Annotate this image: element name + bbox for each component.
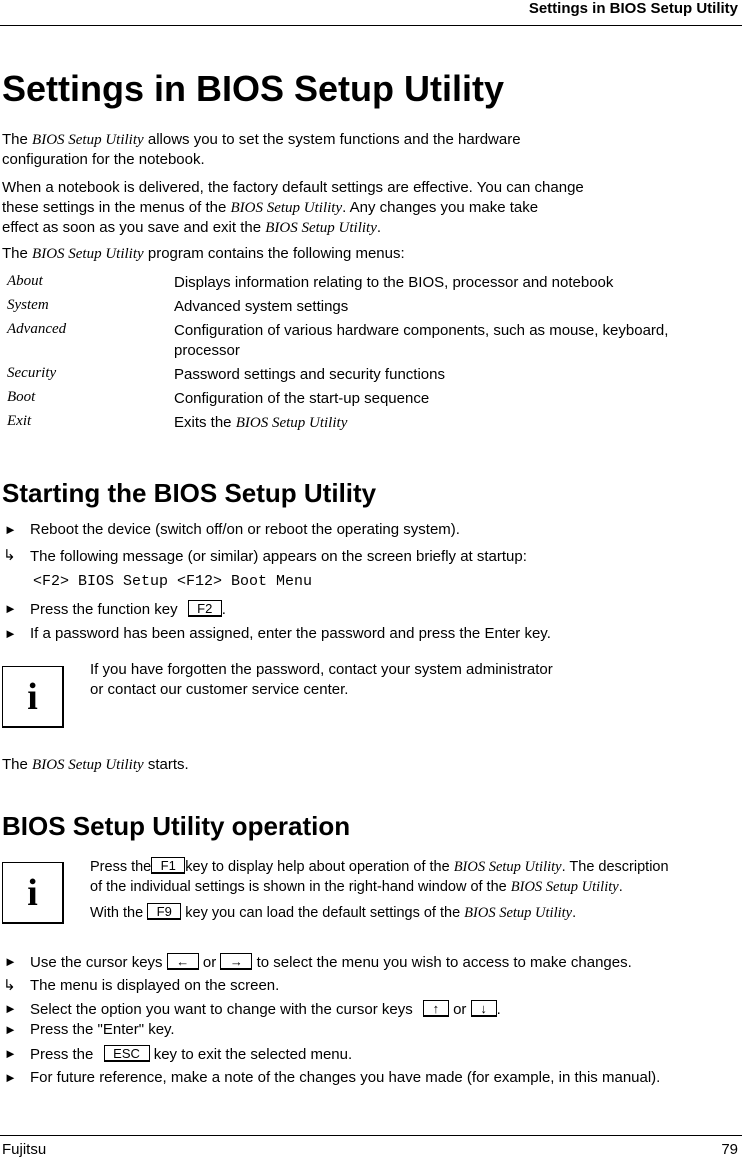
step-make-note: For future reference, make a note of the changes you have made (for example, in this manual).	[30, 1069, 661, 1086]
text: The	[2, 131, 28, 148]
text: Select the option you want to change with the cursor keys	[30, 1001, 413, 1018]
step-bullet: ►	[4, 1046, 17, 1061]
footer-brand: Fujitsu	[2, 1141, 47, 1158]
info-icon: i	[2, 666, 64, 728]
menus-intro	[2, 244, 405, 264]
program-name: BIOS Setup Utility	[453, 859, 562, 875]
page-title: Settings in BIOS Setup Utility	[2, 68, 505, 109]
menu-name-boot: Boot	[7, 389, 36, 405]
text: of the individual settings is shown in the right-hand window of the	[90, 879, 507, 895]
step-bullet: ►	[4, 601, 17, 616]
text: or contact our customer service center.	[90, 681, 349, 698]
down-arrow-key: ↓	[471, 1000, 497, 1017]
f9-key: F9	[147, 903, 181, 920]
step-bullet: ►	[4, 1001, 17, 1016]
text: Press the	[30, 1046, 94, 1063]
text: .	[572, 905, 577, 921]
text: or	[453, 1001, 467, 1018]
program-name: BIOS Setup Utility	[230, 200, 343, 216]
result-arrow: ↳	[3, 977, 16, 994]
step-bullet: ►	[4, 1070, 17, 1085]
right-arrow-key: →	[220, 953, 252, 970]
running-header: Settings in BIOS Setup Utility	[528, 0, 738, 17]
text: key to exit the selected menu.	[153, 1046, 353, 1063]
text: .	[376, 219, 382, 236]
step-bullet: ►	[4, 1022, 17, 1037]
footer-rule	[0, 1135, 742, 1136]
step-press-esc	[30, 1045, 352, 1063]
header-rule	[0, 25, 742, 26]
menu-name-exit: Exit	[7, 413, 32, 429]
text: .	[496, 1001, 501, 1018]
text: .	[618, 879, 623, 895]
menu-desc-exit	[174, 413, 734, 433]
text: Press the	[90, 859, 152, 875]
menu-name-advanced: Advanced	[7, 321, 67, 337]
step-press-enter: Press the "Enter" key.	[30, 1021, 175, 1038]
text: Exits the	[174, 414, 232, 431]
text: The	[2, 245, 28, 262]
section-title-starting: Starting the BIOS Setup Utility	[2, 478, 377, 508]
text: or	[202, 954, 217, 971]
program-name: BIOS Setup Utility	[32, 246, 144, 262]
help-note	[90, 857, 740, 923]
program-name: BIOS Setup Utility	[32, 757, 144, 773]
result-menu-displayed: The menu is displayed on the screen.	[30, 977, 280, 994]
up-arrow-key: ↑	[423, 1000, 449, 1017]
program-name: BIOS Setup Utility	[464, 905, 573, 921]
step-select-option	[30, 1000, 501, 1018]
text: program contains the following menus:	[147, 245, 405, 262]
utility-starts	[2, 756, 189, 774]
step-password: If a password has been assigned, enter the password and press the Enter key.	[30, 625, 551, 642]
menu-name-security: Security	[7, 365, 57, 381]
password-note	[90, 660, 553, 700]
program-name: BIOS Setup Utility	[510, 879, 619, 895]
text: The	[2, 756, 28, 773]
menu-desc-about: Displays information relating to the BIOS, processor and notebook	[174, 274, 614, 291]
intro-paragraph	[2, 130, 702, 170]
step-bullet: ►	[4, 522, 17, 537]
text: If you have forgotten the password, contact your system administrator	[90, 661, 553, 678]
defaults-paragraph	[2, 178, 712, 238]
text: configuration for the notebook.	[2, 151, 205, 168]
startup-message-code: <F2> BIOS Setup <F12> Boot Menu	[33, 573, 313, 590]
program-name: BIOS Setup Utility	[265, 220, 377, 236]
step-bullet: ►	[4, 626, 17, 641]
step-press-f2	[30, 600, 226, 618]
result-message: The following message (or similar) appears on the screen briefly at startup:	[30, 548, 527, 565]
menu-desc-advanced: Configuration of various hardware components, such as mouse, keyboard, processor	[174, 322, 669, 359]
info-icon: i	[2, 862, 64, 924]
esc-key: ESC	[104, 1045, 150, 1062]
result-arrow: ↳	[3, 547, 16, 564]
text: starts.	[147, 756, 189, 773]
text: When a notebook is delivered, the factory default settings are effective. You can change	[2, 179, 584, 196]
menu-name-about: About	[7, 273, 43, 289]
text: effect as soon as you save and exit the	[2, 219, 262, 236]
program-name: BIOS Setup Utility	[235, 415, 348, 431]
step-reboot: Reboot the device (switch off/on or reboot the operating system).	[30, 521, 460, 538]
menu-desc-boot: Configuration of the start-up sequence	[174, 390, 430, 407]
section-title-operation: BIOS Setup Utility operation	[2, 811, 351, 841]
text: . Any changes you make take	[342, 199, 539, 216]
step-cursor-keys	[30, 953, 632, 971]
step-bullet: ►	[4, 954, 17, 969]
text: these settings in the menus of the	[2, 199, 227, 216]
text: Use the cursor keys	[30, 954, 163, 971]
text: With the	[90, 905, 144, 921]
text: to select the menu you wish to access to make changes.	[256, 954, 632, 971]
f2-key: F2	[188, 600, 222, 617]
page-number: 79	[721, 1141, 738, 1158]
text: Press the function key	[30, 601, 178, 618]
menu-desc-security: Password settings and security functions	[174, 366, 445, 383]
text: . The description	[561, 859, 669, 875]
text: allows you to set the system functions and the hardware	[147, 131, 521, 148]
menu-desc-system: Advanced system settings	[174, 298, 349, 315]
program-name: BIOS Setup Utility	[32, 132, 144, 148]
left-arrow-key: ←	[167, 953, 199, 970]
text: key to display help about operation of the	[185, 859, 450, 875]
menu-name-system: System	[7, 297, 49, 313]
text: key you can load the default settings of the	[185, 905, 461, 921]
f1-key: F1	[151, 857, 185, 874]
text: .	[221, 601, 226, 618]
